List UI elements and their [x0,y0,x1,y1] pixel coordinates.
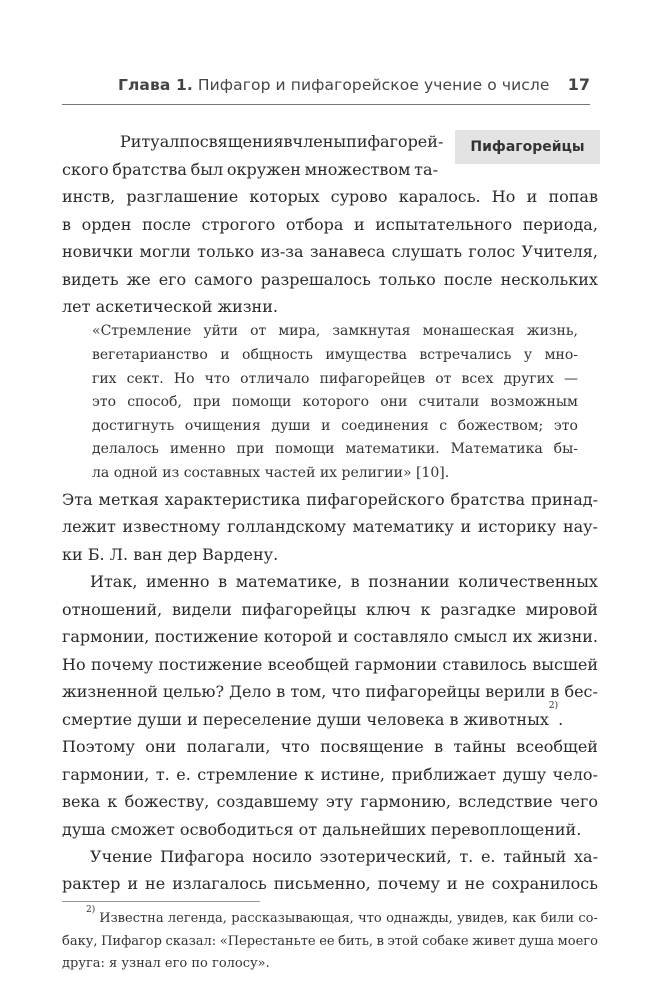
word: е. [480,847,496,866]
word: пифагорейцев [319,371,426,387]
word: разгадке [440,600,516,619]
word: братства [112,160,187,179]
word: ключ [366,600,411,619]
word: при [193,394,221,410]
word: это [92,394,117,410]
word: Дело [229,682,272,701]
quote-line: ла одной из составных частей их религии» [10]. [92,465,450,481]
word: именно [146,572,210,591]
text-line-with-footnote-ref [62,701,598,734]
word: Эта [62,490,93,509]
word: истине, [320,765,386,784]
word: составляло [353,627,449,646]
word: мировой [525,600,598,619]
text-line [62,788,598,816]
word: пифагорей- [346,132,444,151]
word: в [350,572,360,591]
word: жизненной [62,682,158,701]
text-segment: смертие души и переселение души человека в животных [62,710,549,729]
word: математику [352,517,454,536]
word: к [107,792,118,811]
word: моего [557,934,598,949]
text-line [62,596,598,624]
word: в [376,934,384,949]
text-line [90,568,598,596]
word: Но [173,371,195,387]
word: видеть [62,270,119,289]
word: тайны [453,737,506,756]
header-title [118,76,550,94]
word: Математика [450,441,543,457]
word: уйти [203,323,239,339]
quote-line [92,368,578,392]
word: сохранилось [491,874,598,893]
word: в [283,132,293,151]
word: окружен [226,160,301,179]
word: божеству, [124,792,210,811]
word: Итак, [90,572,138,591]
word: Пифагора [160,847,245,866]
text-line [62,870,598,898]
word: в [276,682,286,701]
word: строгого [201,215,276,234]
word: верили [485,682,546,701]
word: только [378,270,436,289]
header-rule [62,104,590,105]
text-line: душа сможет освободиться от дальнейших перевоплощений. [62,820,582,839]
word: рактер [62,874,121,893]
word: баку, [62,934,98,949]
word: душа [518,934,555,949]
word: почему [377,874,440,893]
word: других [503,371,554,387]
word: увидев, [457,911,508,926]
word: только [197,242,255,261]
text-line [62,183,598,211]
word: математике, [235,572,343,591]
word: разглашение [126,187,239,206]
word: от [250,323,267,339]
word: отбора [285,215,344,234]
word: Поэтому [62,737,135,756]
word: количественных [458,572,598,591]
word: инств, [62,187,116,206]
word: почему [90,655,154,674]
word: постижение [154,627,259,646]
word: та- [414,160,438,179]
word: со- [578,911,598,926]
word: что [280,737,310,756]
word: с [439,418,448,434]
footnote-first-line [86,905,598,931]
word: от [435,371,452,387]
text-line [62,486,598,514]
word: жизни. [537,627,598,646]
word: «Стремление [92,323,192,339]
word: в [62,215,72,234]
text-line [62,761,598,789]
word: посвящения [179,132,284,151]
word: сурово [330,187,388,206]
word: братства [450,490,526,509]
word: не [145,874,166,893]
word: нау- [562,517,598,536]
word: эзотерический, [319,847,452,866]
word: могли [139,242,191,261]
word: и [460,517,472,536]
word: самого [194,270,253,289]
word: Учение [90,847,153,866]
word: постижение [158,655,263,674]
word: века [62,792,101,811]
word: новички [62,242,134,261]
word: к [420,600,431,619]
word: том, [290,682,327,701]
word: божеством; [457,418,544,434]
text-period: . [558,710,564,729]
footnote-marker: 2) [86,905,96,915]
word: его [158,270,187,289]
word: бес- [564,682,598,701]
word: голос [468,242,516,261]
word: и [526,187,538,206]
word: отношений, [62,600,163,619]
word: известному [122,517,221,536]
text-line [62,156,438,184]
word: которого [302,394,370,410]
word: гармонии, [62,627,150,646]
margin-heading: Пифагорейцы [455,130,600,164]
word: их [512,627,533,646]
word: они [380,394,408,410]
text-line [62,211,598,239]
word: стремление [197,765,298,784]
word: ее [319,934,335,949]
word: в [550,682,560,701]
word: и [127,874,139,893]
word: принад- [530,490,598,509]
word: общность [242,347,313,363]
word: всеобщей [267,655,350,674]
footnote-line [62,931,598,954]
quote-line [92,320,578,344]
text-line [62,513,598,541]
quote-line [92,415,578,439]
word: разрешалось [260,270,371,289]
word: Учителя, [521,242,598,261]
word: к [304,765,315,784]
text-line [62,623,598,651]
word: полагали, [186,737,271,756]
word: Но [491,187,516,206]
word: характеристика [164,490,301,509]
word: замкнутая [332,323,411,339]
word: орден [81,215,132,234]
word: историку [477,517,557,536]
word: очищения [184,418,261,434]
word: пифагорейцы [241,600,357,619]
footnote-text [99,908,598,931]
word: Пифагор [101,934,162,949]
word: Ритуал [120,132,180,151]
quote-line [92,438,578,462]
word: били [540,911,575,926]
chapter-label: Глава 1. [118,76,193,94]
word: возможным [490,394,578,410]
word: лежит [62,517,116,536]
word: е. [176,765,191,784]
word: у [523,347,533,363]
word: посвящение [320,737,424,756]
word: математики. [345,441,440,457]
word: чего [559,792,598,811]
word: монашеская [422,323,515,339]
word: которой [263,627,333,646]
text-line [62,238,598,266]
word: отличало [240,371,310,387]
word: гармонии [354,655,438,674]
word: видели [171,600,232,619]
word: члены [292,132,347,151]
word: помощи [231,394,292,410]
word: сказал: [165,934,217,949]
word: живет [472,934,516,949]
word: т. [155,765,170,784]
word: которых [249,187,320,206]
word: высшей [532,655,598,674]
word: смысл [453,627,508,646]
page-number: 17 [567,75,590,94]
word: ха- [574,847,598,866]
quote-line [92,344,578,368]
word: занавеса [309,242,386,261]
word: души [271,418,311,434]
word: достигнуть [92,418,175,434]
chapter-title: Пифагор и пифагорейское учение о числе [197,76,550,94]
word: испытательного [375,215,513,234]
word: письменно, [273,874,371,893]
word: они [145,737,177,756]
word: однажды, [386,911,453,926]
word: гармонии, [62,765,150,784]
word: ставилось [442,655,527,674]
word: именно [169,441,226,457]
word: при [236,441,265,457]
word: ского [62,160,109,179]
word: это [553,418,578,434]
word: создавшему [216,792,319,811]
word: и [321,418,331,434]
word: сект. [126,371,164,387]
word: каралось. [398,187,481,206]
word: в [218,572,228,591]
word: тайный [503,847,567,866]
word: носило [252,847,312,866]
word: меткая [98,490,159,509]
word: т. [459,847,474,866]
word: нескольких [500,270,598,289]
word: был [190,160,224,179]
word: слушать [391,242,463,261]
word: что [204,371,231,387]
word: познании [368,572,450,591]
word: после [142,215,191,234]
word: «Перестаньте [219,934,316,949]
word: Известна [99,911,164,926]
word: делалось [92,441,159,457]
word: же [126,270,151,289]
word: в [434,737,444,756]
word: считали [418,394,480,410]
word: эту [325,792,354,811]
text-line: ки Б. Л. ван дер Вардену. [62,545,279,564]
word: после [443,270,493,289]
word: из-за [260,242,304,261]
word: всех [461,371,494,387]
footnote-reference: 2) [548,701,559,711]
word: помощи [275,441,335,457]
word: пифагорейцы [365,682,481,701]
word: что [358,911,382,926]
word: что [331,682,361,701]
quote-line [92,391,578,415]
footnote-line [86,905,598,931]
word: бить, [338,934,374,949]
word: попав [548,187,598,206]
word: множеством [304,160,411,179]
word: легенда, [167,911,227,926]
running-head [62,70,590,104]
footnote-rule [62,901,260,902]
word: периода, [522,215,598,234]
word: рассказывающая, [231,911,354,926]
word: пифагорейского [306,490,445,509]
text-line: лет аскетической жизни. [62,297,278,316]
text-line [62,678,598,706]
word: соединения [341,418,429,434]
text-line [120,128,444,156]
word: гармонию, [360,792,451,811]
text-line [90,843,598,871]
word: мира, [278,323,321,339]
footnote-line: друга: я узнал его по голосу». [62,956,270,971]
word: этой [387,934,419,949]
word: голландскому [227,517,346,536]
word: Но [62,655,86,674]
word: и [337,627,349,646]
word: встречались [419,347,512,363]
word: бы- [553,441,578,457]
word: и [353,215,365,234]
word: приближает [391,765,497,784]
text-line [62,651,598,679]
word: не [464,874,485,893]
word: гих [92,371,117,387]
word: жизнь, [526,323,578,339]
word: душу [502,765,547,784]
word: как [512,911,537,926]
word: мно- [544,347,578,363]
word: способ, [127,394,182,410]
word: и [446,874,458,893]
text-line [62,733,598,761]
word: всеобщей [516,737,598,756]
word: собаке [422,934,469,949]
word: вегетарианство [92,347,208,363]
word: излагалось [172,874,267,893]
word: и [220,347,230,363]
word: вследствие [458,792,553,811]
word: целью? [162,682,225,701]
text-line [62,266,598,294]
word: чело- [552,765,598,784]
word: имущества [325,347,407,363]
word: — [564,371,578,387]
